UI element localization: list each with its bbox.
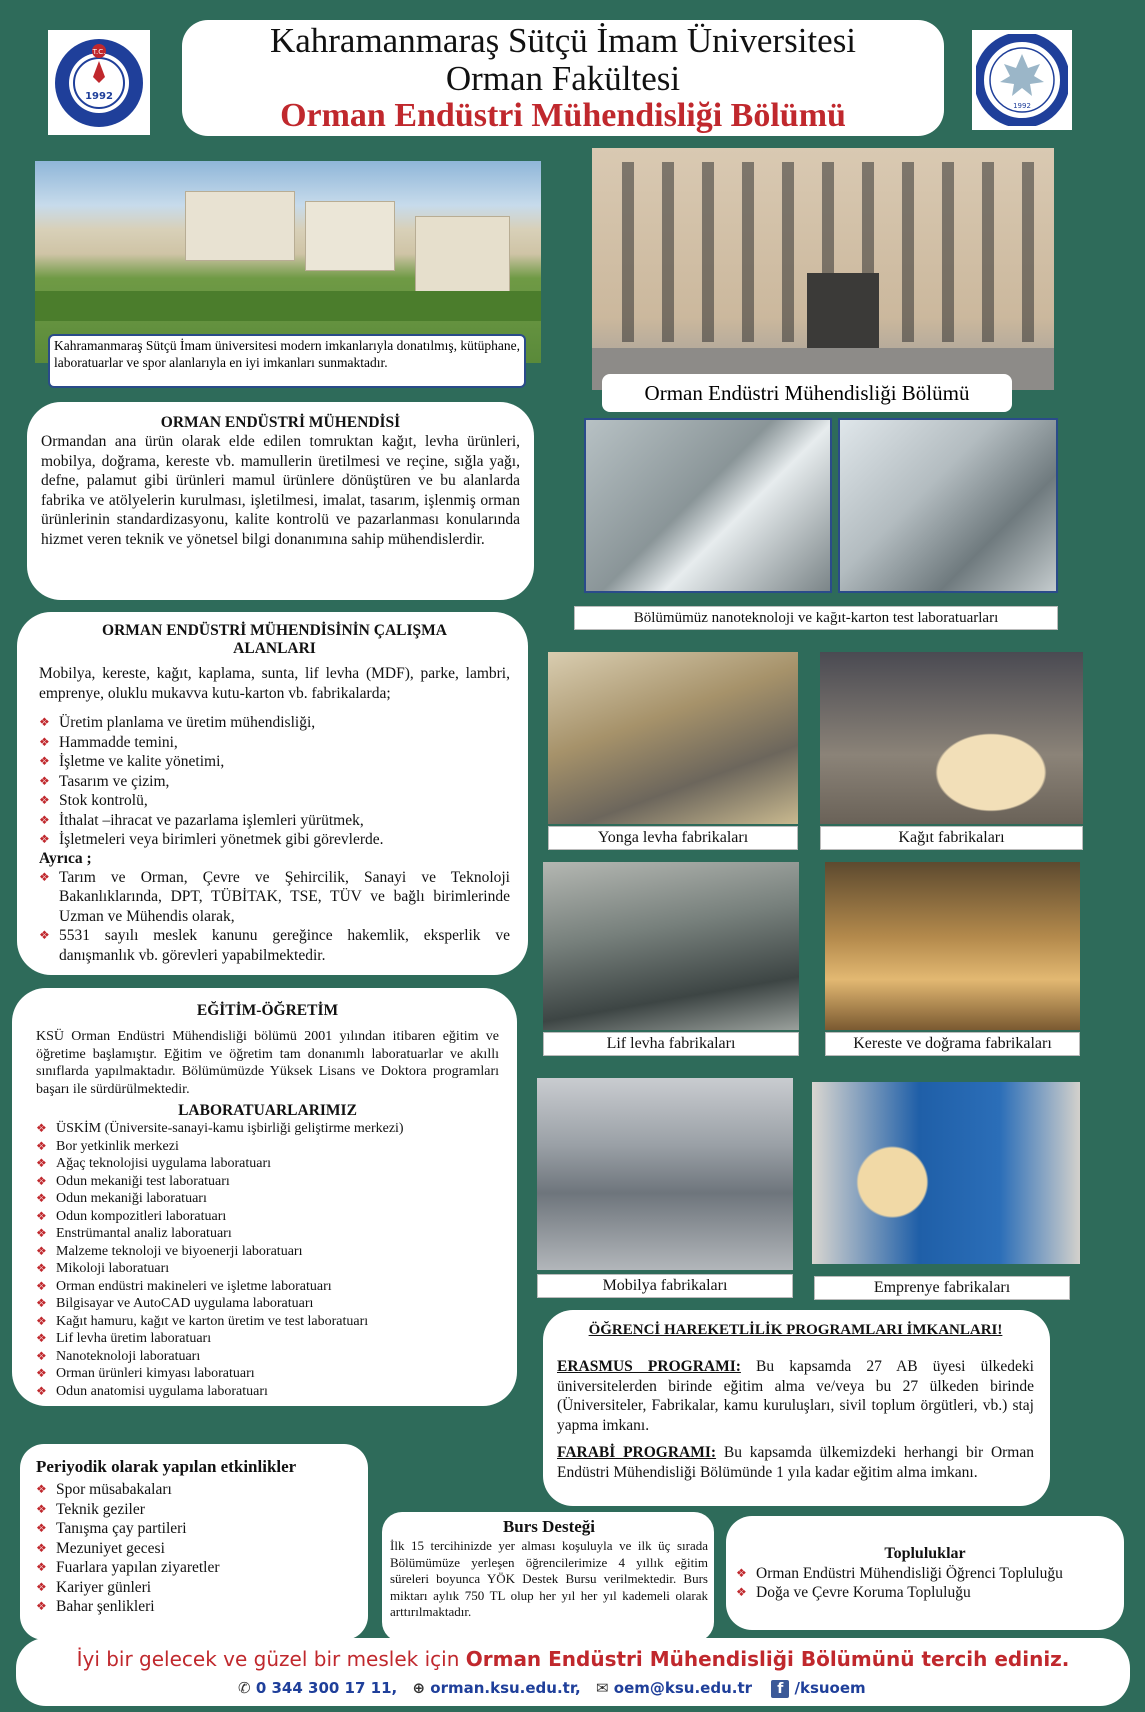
facebook-icon: f <box>771 1680 789 1698</box>
university-name: Kahramanmaraş Sütçü İmam Üniversitesi <box>269 21 857 60</box>
list-item: ❖ 5531 sayılı meslek kanunu gereğince hakemlik, eksperlik ve danışmanlık vb. görevleri yapabilmektedir. <box>39 927 510 964</box>
list-item: ❖ Bahar şenlikleri <box>36 1598 155 1615</box>
scholarship-panel <box>382 1512 714 1642</box>
events-title: Periyodik olarak yapılan etkinlikler <box>36 1457 297 1476</box>
farabi-text: FARABİ PROGRAMI: Bu kapsamda ülkemizdeki herhangi bir Orman Endüstri Mühendisliği Bölümünde 1 yıla kadar eğitim alma imkanı. <box>557 1444 1034 1481</box>
footer-contacts <box>238 1678 938 1698</box>
campus-caption: Kahramanmaraş Sütçü İmam üniversitesi modern imkanlarıyla donatılmış, kütüphane, laboratuarlar ve spor alanlarıyla en iyi imkanları sunmaktadır. <box>48 334 526 388</box>
communities-list <box>736 1564 1114 1602</box>
list-item: ❖ Bor yetkinlik merkezi <box>36 1138 179 1154</box>
department-name: Orman Endüstri Mühendisliği Bölümü <box>280 97 846 134</box>
lif-caption: Lif levha fabrikaları <box>543 1032 799 1056</box>
yonga-factory-photo <box>548 652 798 824</box>
list-item: ❖ İşletmeleri veya birimleri yönetmek gibi görevlerde. <box>39 831 384 848</box>
list-item: ❖ Doğa ve Çevre Koruma Topluluğu <box>736 1584 971 1601</box>
list-item: ❖ İthalat –ihracat ve pazarlama işlemleri yürütmek, <box>39 811 364 829</box>
header-title-box <box>182 20 944 136</box>
lab-caption: Bölümümüz nanoteknoloji ve kağıt-karton test laboratuarları <box>574 606 1058 630</box>
phone-icon: ✆ <box>238 1679 251 1697</box>
list-item: ❖ Kariyer günleri <box>36 1578 152 1596</box>
footer <box>16 1638 1130 1706</box>
list-item: ❖ Odun kompozitleri laboratuarı <box>36 1208 227 1224</box>
list-item: ❖ Bilgisayar ve AutoCAD uygulama laboratuarı <box>36 1296 314 1311</box>
list-item: ❖ Mezuniyet gecesi <box>36 1539 165 1557</box>
list-item: ❖ Odun anatomisi uygulama laboratuarı <box>36 1383 268 1399</box>
list-item: ❖ Teknik geziler <box>36 1500 145 1518</box>
scholarship-text: İlk 15 tercihinizde yer alması koşuluyla ve ilk üç sırada Bölümümüze yerleşen öğrencilerimize 4 yıllık eğitim süreleri boyunca YÖK Destek Bursu verilmektedir. Burs miktarı aylık 750 TL olup her yıl her yıl kademeli olarak arttırılmaktadır. <box>390 1538 708 1619</box>
impregnation-factory-photo <box>812 1082 1080 1264</box>
erasmus-text: ERASMUS PROGRAMI: Bu kapsamda 27 AB üyesi ülkedeki üniversitelerden birinde eğitim alma ve/veya bu 27 ülkeden birinde (Üniversiteler, Fabrikalar, kamu kuruluşları, sivil toplum örgütleri, vb.) staj yapma imkanı. <box>557 1358 1034 1434</box>
faculty-name: Orman Fakültesi <box>445 59 681 98</box>
facebook-link[interactable]: /ksuoem <box>794 1679 866 1697</box>
communities-title: Topluluklar <box>884 1545 966 1562</box>
email-icon: ✉ <box>595 1679 609 1697</box>
list-item: ❖ Ağaç teknolojisi uygulama laboratuarı <box>36 1156 271 1171</box>
university-seal-left <box>48 30 150 135</box>
list-item: ❖ Stok kontrolü, <box>39 792 148 809</box>
list-item: ❖ Mikoloji laboratuarı <box>36 1261 170 1276</box>
mobility-title: ÖĞRENCİ HAREKETLİLİK PROGRAMLARI İMKANLARI! <box>588 1322 1003 1338</box>
svg-text:1992: 1992 <box>85 90 113 102</box>
list-item: ❖ Odun mekaniği test laboratuarı <box>36 1173 230 1189</box>
svg-text:T.C.: T.C. <box>92 47 106 56</box>
engineer-text: Ormandan ana ürün olarak elde edilen tomruktan kağıt, levha ürünleri, mobilya, doğrama, kereste vb. mamullerin üretilmesi ve reçine, sığla yağı, defne, palamut gibi ürünleri mamul ürünlere dönüştüren ve bu alanlarda fabrika ve atölyelerin kurulması, işletilmesi, imalat, tasarım, işlenmiş orman ürünlerinin standardizasyonu, kalite kontrolü ve pazarlanması konularında hizmet veren teknik ve yönetsel bilgi donanımına sahip mühendislerdir. <box>41 433 520 548</box>
yonga-caption: Yonga levha fabrikaları <box>548 826 798 850</box>
lab-photo-1 <box>584 418 832 593</box>
faculty-seal-right <box>972 30 1072 130</box>
svg-text:1992: 1992 <box>1013 102 1031 110</box>
list-item: ❖ ÜSKİM (Üniversite-sanayi-kamu işbirliği geliştirme merkezi) <box>36 1121 404 1136</box>
paper-factory-photo <box>820 652 1083 824</box>
events-panel <box>20 1444 368 1640</box>
list-item: ❖ Orman ürünleri kimyası laboratuarı <box>36 1366 255 1381</box>
campus-photo <box>35 161 541 363</box>
work-intro: Mobilya, kereste, kağıt, kaplama, sunta, lif levha (MDF), parke, lambri, emprenye, oluklu mukavva kutu-karton vb. fabrikalarda; <box>39 665 510 702</box>
list-item: ❖ Kağıt hamuru, kağıt ve karton üretim ve test laboratuarı <box>36 1313 369 1329</box>
list-item: ❖ Lif levha üretim laboratuarı <box>36 1331 212 1346</box>
list-item: ❖ İşletme ve kalite yönetimi, <box>39 753 225 770</box>
scholarship-title: Burs Desteği <box>502 1517 596 1536</box>
list-item: ❖ Nanoteknoloji laboratuarı <box>36 1348 201 1364</box>
education-text: KSÜ Orman Endüstri Mühendisliği bölümü 2001 yılından itibaren eğitim ve öğretime başlamıştır. Eğitim ve öğretim tam donanımlı laboratuarlar ve akıllı sınıflarda yapılmaktadır. Bölümümüzde Yüksek Lisans ve Doktora programları başarı ile sürdürülmektedir. <box>36 1029 499 1097</box>
education-title: EĞİTİM-ÖĞRETİM <box>196 1002 339 1019</box>
also-label: Ayrıca ; <box>39 849 92 867</box>
engineer-panel <box>27 402 534 600</box>
list-item: ❖ Orman Endüstri Mühendisliği Öğrenci Topluluğu <box>736 1565 1063 1582</box>
list-item: ❖ Tasarım ve çizim, <box>39 772 170 790</box>
faculty-building-photo <box>592 148 1054 390</box>
also-list <box>39 868 510 966</box>
list-item: ❖ Hammadde temini, <box>39 733 178 751</box>
communities-panel <box>726 1516 1124 1630</box>
labs-title: LABORATUARLARIMIZ <box>178 1102 357 1119</box>
engineer-title: ORMAN ENDÜSTRİ MÜHENDİSİ <box>160 414 401 431</box>
labs-list <box>36 1120 499 1400</box>
phone-number[interactable]: 0 344 300 17 11, <box>255 1679 398 1697</box>
leaf-seal-icon <box>976 34 1068 126</box>
mobility-panel <box>543 1310 1050 1506</box>
seal-icon <box>53 37 145 129</box>
lab-photo-2 <box>838 418 1058 593</box>
email-link[interactable]: oem@ksu.edu.tr <box>613 1679 753 1697</box>
furniture-factory-photo <box>537 1078 793 1270</box>
lumber-factory-photo <box>825 862 1080 1030</box>
web-icon: ⊕ <box>412 1679 426 1697</box>
list-item: ❖ Enstrümantal analiz laboratuarı <box>36 1226 232 1241</box>
footer-slogan: İyi bir gelecek ve güzel bir meslek için Orman Endüstri Mühendisliği Bölümünü tercih ediniz. <box>76 1647 1070 1671</box>
list-item: ❖ Tanışma çay partileri <box>36 1520 187 1537</box>
work-list <box>39 713 510 850</box>
list-item: ❖ Orman endüstri makineleri ve işletme laboratuarı <box>36 1278 332 1294</box>
lif-factory-photo <box>543 862 799 1030</box>
list-item: ❖ Odun mekaniği laboratuarı <box>36 1191 207 1206</box>
impregnation-caption: Emprenye fabrikaları <box>814 1276 1070 1300</box>
furniture-caption: Mobilya fabrikaları <box>537 1274 793 1298</box>
events-list <box>36 1480 354 1617</box>
list-item: ❖ Spor müsabakaları <box>36 1481 172 1498</box>
list-item: ❖ Fuarlara yapılan ziyaretler <box>36 1559 220 1576</box>
paper-caption: Kağıt fabrikaları <box>820 826 1083 850</box>
list-item: ❖ Malzeme teknoloji ve biyoenerji laboratuarı <box>36 1243 303 1259</box>
education-panel <box>12 988 517 1406</box>
lumber-caption: Kereste ve doğrama fabrikaları <box>825 1032 1080 1056</box>
work-areas-title: ORMAN ENDÜSTRİ MÜHENDİSİNİN ÇALIŞMA ALANLARI <box>102 622 447 657</box>
list-item: ❖ Üretim planlama ve üretim mühendisliği, <box>39 714 316 731</box>
work-areas-panel <box>17 612 528 975</box>
building-caption: Orman Endüstri Mühendisliği Bölümü <box>602 374 1012 412</box>
website-link[interactable]: orman.ksu.edu.tr, <box>430 1679 581 1697</box>
list-item: ❖ Tarım ve Orman, Çevre ve Şehircilik, Sanayi ve Teknoloji Bakanlıklarında, DPT, TÜBİTAK, TSE, TÜV ve bağlı birimlerinde Uzman ve Mühendis olarak, <box>39 868 510 925</box>
